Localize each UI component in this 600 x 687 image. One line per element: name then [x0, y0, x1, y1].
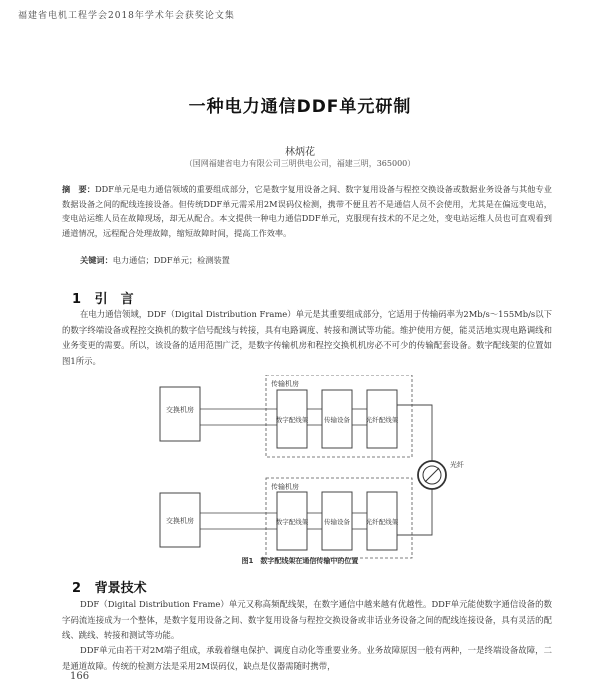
top-switch-room [160, 387, 200, 441]
section-1-title: 引 言 [94, 292, 134, 307]
abstract-text: DDF单元是电力通信领域的重要组成部分，它是数字复用设备之间、数字复用设备与程控交换设备或数据业务设备与其他专业数据设备之间的配线连接设备。但传统DDF单元需采用2M误码仪检测，携带不便且若不是通信人员不会使用，尤其是在偏远变电站，变电站运维人员在故障现场，却无从配合。本文提供一种电力通信DDF单元，克服现有技术的不足之处，变电站运维人员也可直观看到通道情况，远程配合处理故障，缩短故障时间，提高工作效率。 [62, 184, 552, 238]
abstract-label: 摘 要： [62, 184, 96, 194]
figure-1-diagram [150, 375, 480, 575]
paper-affiliation: （国网福建省电力有限公司三明供电公司，福建三明，365000） [184, 159, 416, 168]
running-header: 福建省电机工程学会2018年学术年会获奖论文集 [18, 11, 235, 21]
section-1-heading [72, 288, 134, 307]
section-2-title: 背景技术 [94, 581, 147, 596]
section-2-heading [72, 577, 147, 596]
top-transmission-label: 传输设备 [324, 416, 350, 424]
figure-1-caption: 图1 数字配线架在通信传输中的位置 [241, 557, 359, 565]
top-fiber-path [397, 405, 432, 461]
bottom-ddf-label: 数字配线架 [275, 518, 309, 526]
section-1-paragraph: 在电力通信领域，DDF（Digital Distribution Frame）单元是其重要组成部分，它适用于传输码率为2Mb/s～155Mb/s以下的数字终端设备或程控交换机的数字信号配线与转接，具有电路调度、转接和测试等功能。维护使用方便，能灵活地实现电路调线和业务变更的需要。所以，该设备的适用范围广泛，是数字传输机房和程控交换机机房必不可少的传输配套设备。数字配线架的位置如图1所示。 [62, 309, 552, 366]
bottom-odf-label: 光纤配线架 [365, 518, 399, 526]
top-switch-label: 交换机房 [166, 406, 194, 414]
section-2-number: 2 [72, 581, 82, 596]
section-2-paragraph-2: DDF单元由若干对2M端子组成，承载着继电保护、调度自动化等重要业务。业务故障原因一般有两种，一是终端设备故障，二是通道故障。传统的检测方法是采用2M误码仪，缺点是仪器需随时携带， [62, 645, 552, 671]
keywords-text: 电力通信；DDF单元；检测装置 [112, 255, 230, 265]
bottom-group-label: 传输机房 [271, 483, 299, 491]
fiber-label: 光纤 [450, 461, 464, 469]
bottom-transmission-label: 传输设备 [324, 518, 350, 526]
bottom-switch-label: 交换机房 [166, 517, 194, 525]
section-2-paragraph-1: DDF（Digital Distribution Frame）单元又称高频配线架，在数字通信中越来越有优越性。DDF单元能使数字通信设备的数字码流连接成为一个整体，是数字复用设备之间、数字复用设备与程控交换设备或非话业务设备之间的配线连接设备，具有灵活的配线、跳线、转接和测试等功能。 [62, 599, 552, 640]
top-ddf-label: 数字配线架 [275, 416, 309, 424]
page-number: 166 [70, 671, 90, 682]
keywords [80, 255, 230, 266]
paper-author: 林炳花 [285, 147, 315, 158]
top-group-label: 传输机房 [271, 380, 299, 388]
paper-title: 一种电力通信DDF单元研制 [188, 97, 412, 117]
keywords-label: 关键词： [80, 255, 113, 265]
abstract [62, 182, 552, 240]
top-odf-label: 光纤配线架 [365, 416, 399, 424]
section-1-number: 1 [72, 292, 82, 307]
bottom-fiber-path [397, 489, 432, 535]
fiber-ring-slash [425, 468, 439, 482]
